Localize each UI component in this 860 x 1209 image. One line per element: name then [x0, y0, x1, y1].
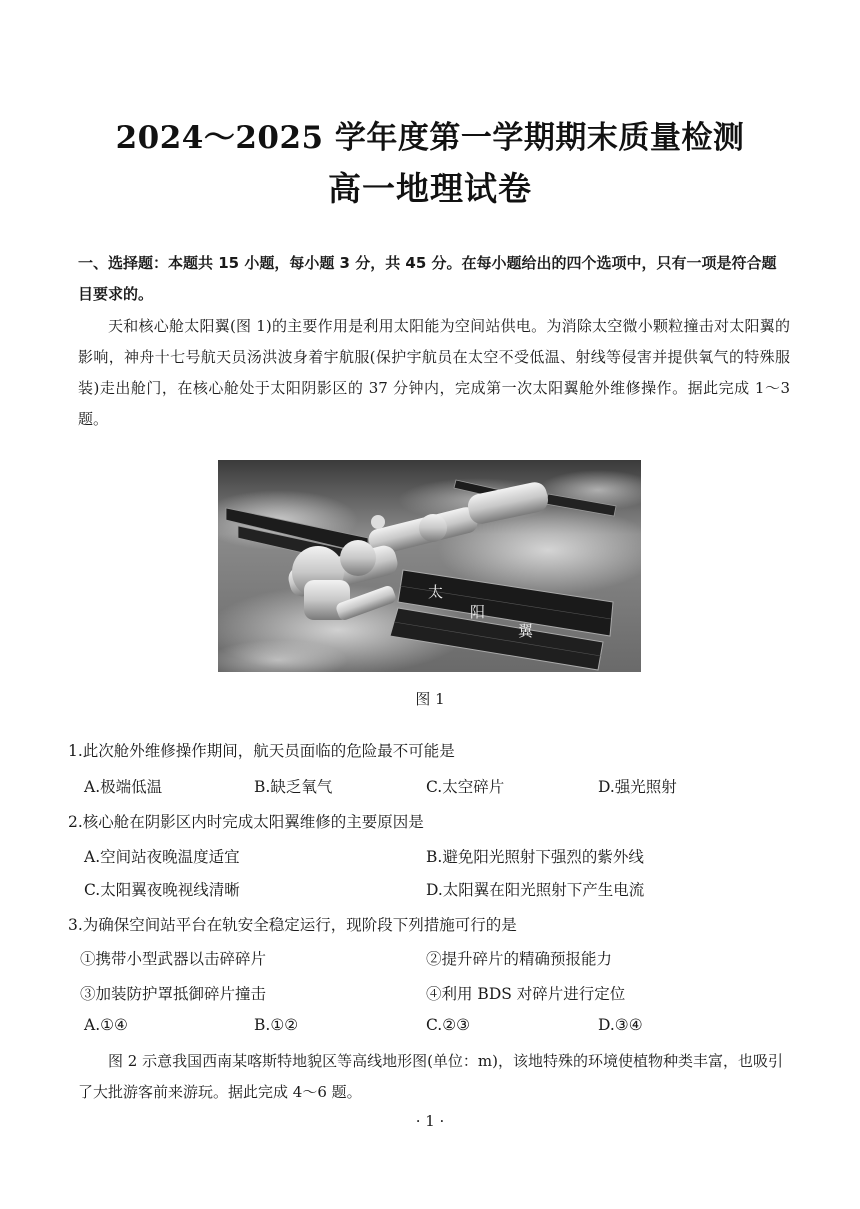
question-2-option-b: B.避免阳光照射下强烈的紫外线	[426, 848, 644, 866]
question-2-option-d: D.太阳翼在阳光照射下产生电流	[426, 881, 645, 899]
question-3-stem: 3.为确保空间站平台在轨安全稳定运行，现阶段下列措施可行的是	[68, 916, 517, 934]
question-1-option-c: C.太空碎片	[426, 778, 505, 796]
question-3-option-a: A.①④	[84, 1016, 128, 1034]
question-3-statement-1: ①携带小型武器以击碎碎片	[80, 950, 267, 968]
question-1-option-b: B.缺乏氧气	[254, 778, 333, 796]
question-3-option-d: D.③④	[598, 1016, 643, 1034]
exam-title: 2024～2025 学年度第一学期期末质量检测	[115, 120, 745, 156]
question-3-option-b: B.①②	[254, 1016, 299, 1034]
question-2-stem: 2.核心舱在阴影区内时完成太阳翼维修的主要原因是	[68, 813, 424, 831]
question-3-option-c: C.②③	[426, 1016, 471, 1034]
question-2-option-a: A.空间站夜晚温度适宜	[84, 848, 240, 866]
figure-label-tai: 太	[428, 583, 444, 601]
question-3-statement-2: ②提升碎片的精确预报能力	[426, 950, 613, 968]
question-3-statement-3: ③加装防护罩抵御碎片撞击	[80, 985, 267, 1003]
figure-label-yang: 阳	[470, 603, 486, 621]
space-station-illustration	[218, 460, 641, 672]
passage-1: 天和核心舱太阳翼(图 1)的主要作用是利用太阳能为空间站供电。为消除太空微小颗粒撞击对太阳翼的影响，神舟十七号航天员汤洪波身着宇航服(保护宇航员在太空不受低温、射线等侵害并提供氧气的特殊服装)走出舱门，在核心舱处于太阳阴影区的 37 分钟内，完成第一次太阳翼舱外维修操作。据此完成 1～3 题。	[78, 317, 790, 428]
figure-label-yi: 翼	[518, 622, 534, 640]
exam-subtitle: 高一地理试卷	[328, 169, 532, 208]
page-number: · 1 ·	[415, 1112, 445, 1130]
section-heading: 一、选择题：本题共 15 小题，每小题 3 分，共 45 分。在每小题给出的四个选项中，只有一项是符合题目要求的。	[78, 254, 777, 303]
space-station-figure	[218, 460, 641, 672]
question-1-option-d: D.强光照射	[598, 778, 677, 796]
figure-caption: 图 1	[415, 690, 445, 708]
question-3-statement-4: ④利用 BDS 对碎片进行定位	[426, 985, 626, 1003]
passage-2: 图 2 示意我国西南某喀斯特地貌区等高线地形图(单位：m)，该地特殊的环境使植物种类丰富，也吸引了大批游客前来游玩。据此完成 4～6 题。	[78, 1052, 784, 1101]
question-1-option-a: A.极端低温	[84, 778, 163, 796]
question-2-option-c: C.太阳翼夜晚视线清晰	[84, 881, 240, 899]
question-1-stem: 1.此次舱外维修操作期间，航天员面临的危险最不可能是	[68, 742, 455, 760]
